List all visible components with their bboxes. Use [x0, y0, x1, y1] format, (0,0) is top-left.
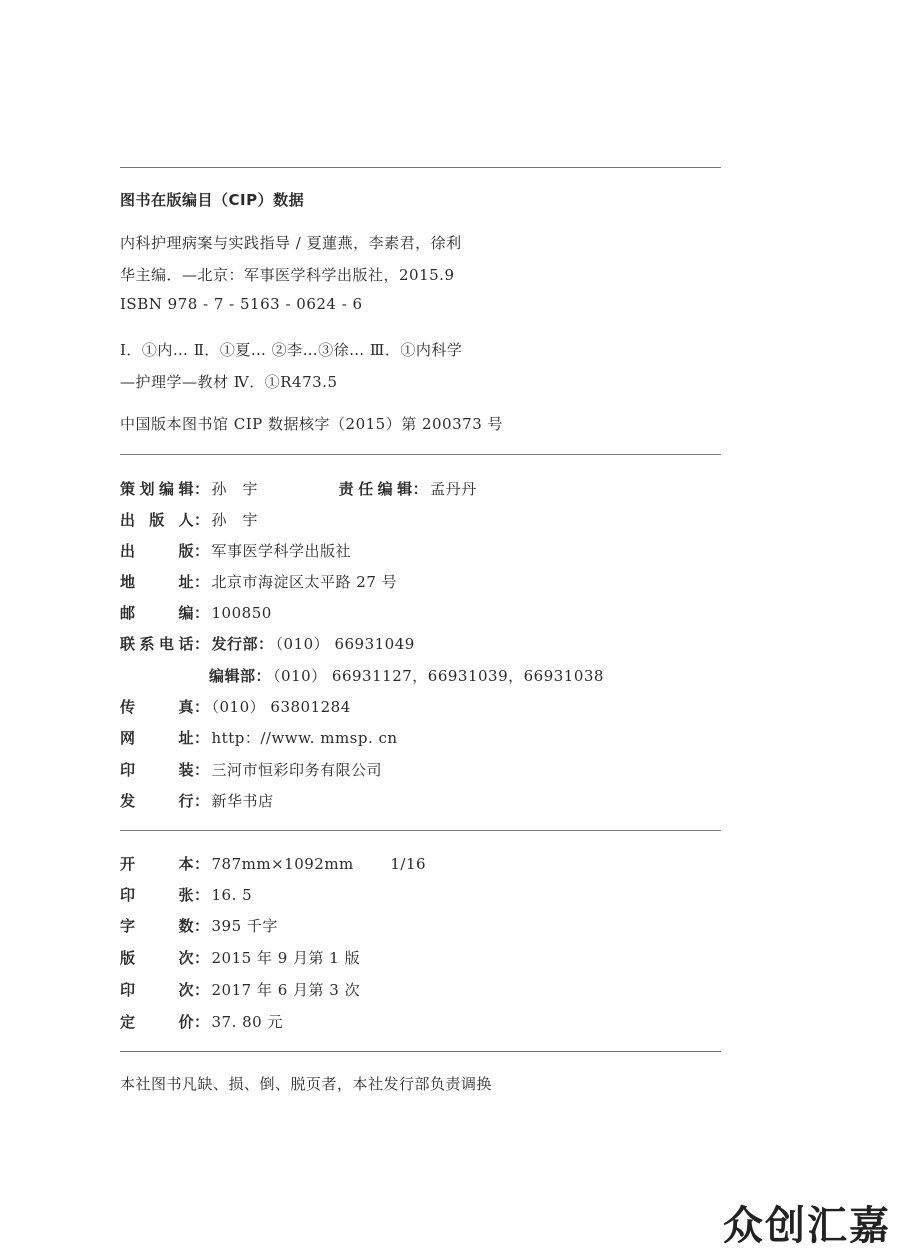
cip-line-2: 华主编．—北京：军事医学科学出版社，2015.9 — [120, 266, 455, 284]
edition-value: 2015 年 9 月第 1 版 — [211, 949, 361, 967]
watermark-logo: 众创汇嘉 — [723, 1203, 891, 1249]
sheets-row: 印张： 16. 5 — [120, 886, 253, 904]
divider-3 — [120, 830, 721, 831]
format-row: 开本： 787mm×1092mm 1/16 — [120, 855, 427, 873]
edition-label: 版次 — [120, 949, 194, 967]
cip-classification-1: Ⅰ．①内… Ⅱ．①夏… ②李…③徐… Ⅲ．①内科学 — [120, 341, 463, 359]
planning-editor-value: 孙 宇 — [211, 480, 259, 498]
phone-dept2-label: 编辑部 — [209, 667, 256, 685]
cip-record: 中国版本图书馆 CIP 数据核字（2015）第 200373 号 — [120, 415, 504, 433]
website-value: http：//www. mmsp. cn — [211, 729, 398, 747]
address-value: 北京市海淀区太平路 27 号 — [211, 573, 398, 591]
words-label: 字数 — [120, 917, 194, 935]
distributor-label: 发行 — [120, 792, 194, 810]
printing-row: 印次： 2017 年 6 月第 3 次 — [120, 981, 361, 999]
publisher-row: 出版： 军事医学科学出版社 — [120, 542, 352, 560]
printer-value: 三河市恒彩印务有限公司 — [211, 761, 383, 779]
printing-value: 2017 年 6 月第 3 次 — [211, 981, 361, 999]
top-divider — [120, 167, 721, 168]
phone-dept1-label: 发行部 — [211, 635, 259, 653]
price-label: 定价 — [120, 1013, 194, 1031]
address-row: 地址： 北京市海淀区太平路 27 号 — [120, 573, 398, 591]
printer-label: 印装 — [120, 761, 194, 779]
phone-row-1: 联系电话： 发行部： （010） 66931049 — [120, 635, 415, 653]
phone-label: 联系电话 — [120, 635, 194, 653]
address-label: 地址 — [120, 573, 194, 591]
words-row: 字数： 395 千字 — [120, 917, 278, 935]
cip-line-3: ISBN 978 - 7 - 5163 - 0624 - 6 — [120, 295, 363, 313]
postcode-row: 邮编： 100850 — [120, 604, 272, 622]
footer-note: 本社图书凡缺、损、倒、脱页者，本社发行部负责调换 — [120, 1075, 493, 1093]
cip-classification-2: —护理学—教材 Ⅳ．①R473.5 — [120, 373, 338, 391]
format-label: 开本 — [120, 855, 194, 873]
fax-row: 传真： （010） 63801284 — [120, 698, 351, 716]
fax-value: （010） 63801284 — [211, 698, 351, 716]
edition-row: 版次： 2015 年 9 月第 1 版 — [120, 949, 361, 967]
publisher-person-row: 出版人： 孙 宇 — [120, 511, 259, 529]
publisher-label: 出版 — [120, 542, 194, 560]
responsible-editor-label: 责任编辑 — [338, 480, 413, 498]
distributor-value: 新华书店 — [211, 792, 274, 810]
cip-line-1: 内科护理病案与实践指导 / 夏蓮燕，李素君，徐利 — [120, 234, 462, 252]
price-row: 定价： 37. 80 元 — [120, 1013, 283, 1031]
cip-heading: 图书在版编目（CIP）数据 — [120, 191, 305, 209]
responsible-editor-value: 孟丹丹 — [430, 480, 477, 498]
price-value: 37. 80 元 — [211, 1013, 283, 1031]
phone-dept2-value: （010） 66931127，66931039，66931038 — [273, 667, 604, 685]
format-value-2: 1/16 — [390, 855, 427, 873]
publisher-value: 军事医学科学出版社 — [211, 542, 352, 560]
postcode-value: 100850 — [211, 604, 272, 622]
editors-row: 策划编辑： 孙 宇 责任编辑： 孟丹丹 — [120, 480, 477, 498]
divider-2 — [120, 454, 721, 455]
phone-row-2: 编辑部： （010） 66931127，66931039，66931038 — [209, 667, 604, 685]
fax-label: 传真 — [120, 698, 194, 716]
divider-4 — [120, 1051, 721, 1052]
printer-row: 印装： 三河市恒彩印务有限公司 — [120, 761, 383, 779]
website-row: 网址： http：//www. mmsp. cn — [120, 729, 398, 747]
distributor-row: 发行： 新华书店 — [120, 792, 274, 810]
phone-dept1-value: （010） 66931049 — [275, 635, 415, 653]
words-value: 395 千字 — [211, 917, 278, 935]
postcode-label: 邮编 — [120, 604, 194, 622]
printing-label: 印次 — [120, 981, 194, 999]
sheets-value: 16. 5 — [211, 886, 253, 904]
publisher-person-value: 孙 宇 — [211, 511, 259, 529]
publisher-person-label: 出版人 — [120, 511, 194, 529]
website-label: 网址 — [120, 729, 194, 747]
format-value: 787mm×1092mm — [211, 855, 354, 873]
planning-editor-label: 策划编辑 — [120, 480, 194, 498]
sheets-label: 印张 — [120, 886, 194, 904]
